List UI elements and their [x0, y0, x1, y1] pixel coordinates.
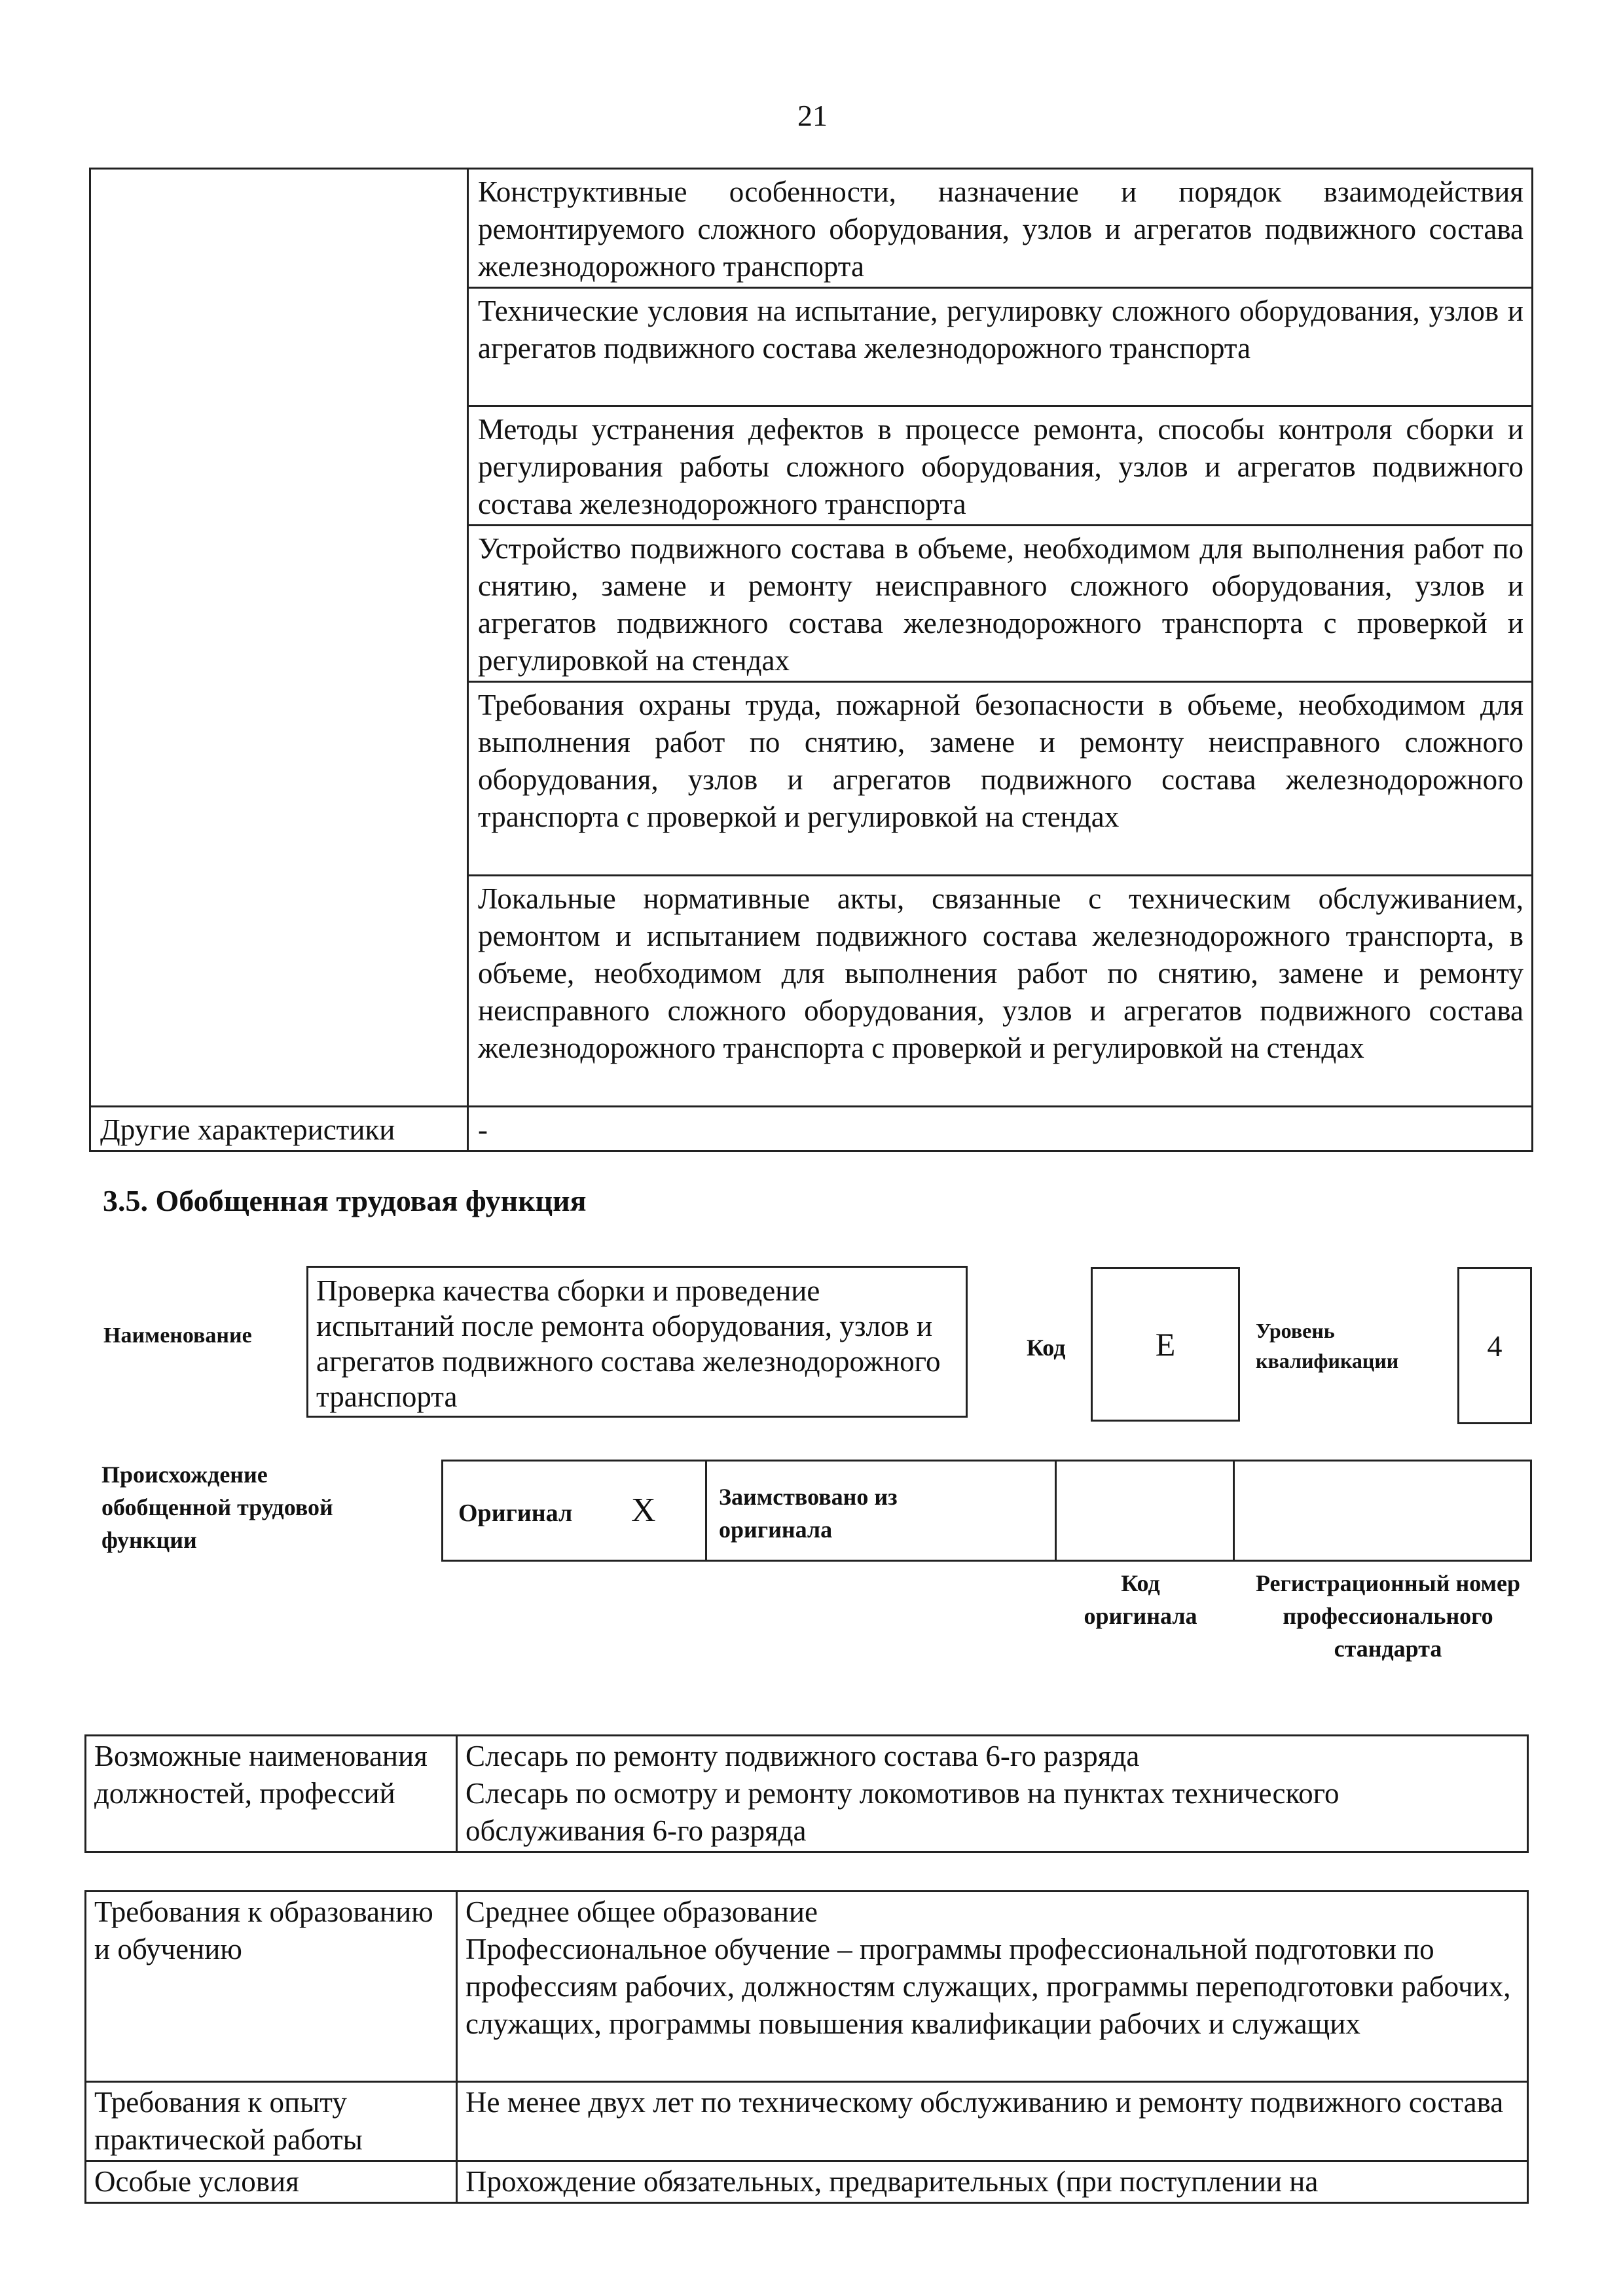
code-label: Код	[1027, 1335, 1066, 1361]
code-value-box: E	[1091, 1267, 1240, 1422]
registration-number-caption: Регистрационный номер профессионального стандарта	[1255, 1570, 1521, 1662]
original-label: Оригинал	[458, 1499, 573, 1527]
special-conditions-value: Прохождение обязательных, предварительных (при поступлении на	[457, 2161, 1528, 2203]
borrowed-label: Заимствовано из оригинала	[719, 1484, 898, 1543]
origin-box	[441, 1460, 1532, 1562]
education-requirements-label: Требования к образованию и обучению	[86, 1892, 457, 2082]
requirements-table	[84, 1890, 1529, 2204]
education-requirements-value: Среднее общее образование Профессиональное обучение – программы профессиональной подготовки по профессиям рабочих, должностям служащих, программы переподготовки рабочих, служащих, программы повышения квалификации рабочих и служащих	[457, 1892, 1528, 2082]
knowledge-item: Устройство подвижного состава в объеме, необходимом для выполнения работ по снятию, замене и ремонту неисправного сложного оборудования, узлов и агрегатов подвижного состава железнодорожного транспорта с проверкой и регулировкой на стендах	[468, 526, 1533, 682]
page-number: 21	[797, 99, 828, 132]
other-characteristics-label: Другие характеристики	[90, 1107, 468, 1151]
knowledge-label-cell	[90, 169, 468, 1107]
position-item: Слесарь по ремонту подвижного состава 6-го разряда	[465, 1740, 1140, 1772]
function-name-box: Проверка качества сборки и проведение испытаний после ремонта оборудования, узлов и агрегатов подвижного состава железнодорожного транспорта	[306, 1266, 968, 1418]
knowledge-table	[89, 168, 1533, 1152]
origin-divider	[1233, 1462, 1235, 1560]
experience-requirements-label: Требования к опыту практической работы	[86, 2082, 457, 2161]
name-label: Наименование	[103, 1323, 252, 1348]
position-item: Слесарь по осмотру и ремонту локомотивов на пунктах технического обслуживания 6-го разряда	[465, 1777, 1340, 1847]
qualification-level-label: Уровень квалификации	[1256, 1319, 1399, 1372]
knowledge-item: Методы устранения дефектов в процессе ремонта, способы контроля сборки и регулирования работы сложного оборудования, узлов и агрегатов подвижного состава железнодорожного транспорта	[468, 406, 1533, 526]
experience-requirements-value: Не менее двух лет по техническому обслуживанию и ремонту подвижного состава	[457, 2082, 1528, 2161]
positions-label: Возможные наименования должностей, профессий	[86, 1736, 457, 1852]
knowledge-item: Локальные нормативные акты, связанные с техническим обслуживанием, ремонтом и испытанием подвижного состава железнодорожного транспорта, в объеме, необходимом для выполнения работ по снятию, замене и ремонту неисправного сложного оборудования, узлов и агрегатов подвижного состава железнодорожного транспорта с проверкой и регулировкой на стендах	[468, 876, 1533, 1107]
knowledge-item: Технические условия на испытание, регулировку сложного оборудования, узлов и агрегатов подвижного состава железнодорожного транспорта	[468, 288, 1533, 406]
special-conditions-label: Особые условия	[86, 2161, 457, 2203]
positions-table	[84, 1734, 1529, 1853]
origin-divider	[705, 1462, 707, 1560]
knowledge-item: Требования охраны труда, пожарной безопасности в объеме, необходимом для выполнения работ по снятию, замене и ремонту неисправного сложного оборудования, узлов и агрегатов подвижного состава железнодорожного транспорта с проверкой и регулировкой на стендах	[468, 682, 1533, 876]
knowledge-item: Конструктивные особенности, назначение и порядок взаимодействия ремонтируемого сложного оборудования, узлов и агрегатов подвижного состава железнодорожного транспорта	[468, 169, 1533, 288]
positions-values	[457, 1736, 1528, 1852]
qualification-level-box: 4	[1457, 1267, 1532, 1424]
original-code-caption: Код оригинала	[1084, 1570, 1197, 1629]
other-characteristics-value: -	[468, 1107, 1533, 1151]
origin-label: Происхождение обобщенной трудовой функции	[101, 1462, 333, 1553]
origin-divider	[1055, 1462, 1057, 1560]
section-title: 3.5. Обобщенная трудовая функция	[103, 1184, 587, 1217]
original-mark: X	[631, 1492, 656, 1529]
